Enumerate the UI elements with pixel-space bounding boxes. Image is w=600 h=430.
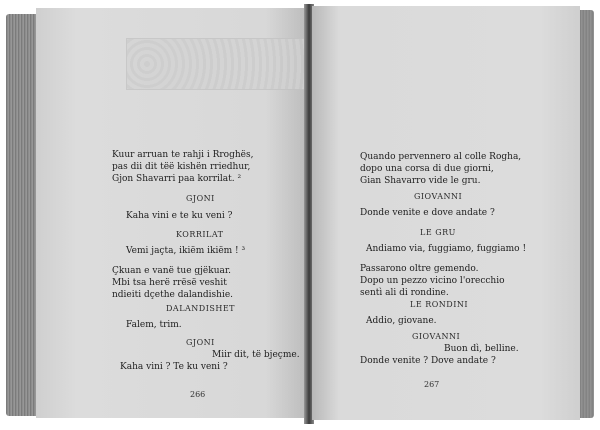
left-page <box>36 8 306 418</box>
right-speaker-4: GIOVANNI <box>412 332 461 341</box>
right-page-edges <box>578 10 594 418</box>
right-stanza1-line1: Quando pervennero al colle Rogha, <box>360 152 522 162</box>
left-speaker-2: KORRILAT <box>176 230 224 239</box>
left-stanza2-line1: Çkuan e vanë tue gjëkuar. <box>112 266 232 276</box>
left-stanza2-line3: ndieiti dçethe dalandishie. <box>112 290 234 300</box>
right-line-1: Donde venite e dove andate ? <box>360 208 495 218</box>
left-line-4a: Miir dit, të bjeçme. <box>212 350 300 360</box>
left-stanza1-line2: pas dii dit tëë kishën rriedhur, <box>112 162 251 172</box>
left-line-4b: Kaha vini ? Te ku veni ? <box>120 362 228 372</box>
left-line-3: Falem, trim. <box>126 320 182 330</box>
left-speaker-4: GJONI <box>186 338 215 347</box>
left-stanza1-line3: Gjon Shavarri paa korrilat. ² <box>112 174 242 184</box>
right-line-2: Andiamo via, fuggiamo, fuggiamo ! <box>366 244 527 254</box>
left-speaker-3: DALANDISHET <box>166 304 235 313</box>
right-speaker-2: LE GRU <box>420 228 456 237</box>
right-line-3: Addio, giovane. <box>366 316 437 326</box>
left-speaker-1: GJONI <box>186 194 215 203</box>
left-page-number: 266 <box>190 390 206 399</box>
right-stanza2-line1: Passarono oltre gemendo. <box>360 264 479 274</box>
left-page-edges <box>6 14 40 416</box>
right-line-4b: Donde venite ? Dove andate ? <box>360 356 496 366</box>
left-line-1: Kaha vini e te ku veni ? <box>126 211 233 221</box>
right-speaker-1: GIOVANNI <box>414 192 463 201</box>
right-stanza2-line3: sentì ali di rondine. <box>360 288 449 298</box>
left-stanza1-line1: Kuur arruan te rahji i Rroghës, <box>112 150 254 160</box>
right-line-4a: Buon dì, belline. <box>444 344 519 354</box>
right-stanza1-line3: Gian Shavarro vide le gru. <box>360 176 481 186</box>
left-line-2: Vemi jaçta, ikiëm ikiëm ! ³ <box>126 246 246 256</box>
right-page <box>312 6 580 420</box>
right-speaker-3: LE RONDINI <box>410 300 469 309</box>
right-stanza2-line2: Dopo un pezzo vicino l'orecchio <box>360 276 505 286</box>
left-stanza2-line2: Mbi tsa herë rrësë veshit <box>112 278 227 288</box>
right-page-number: 267 <box>424 380 440 389</box>
decorative-header-ornament <box>126 38 324 90</box>
right-stanza1-line2: dopo una corsa di due giorni, <box>360 164 494 174</box>
